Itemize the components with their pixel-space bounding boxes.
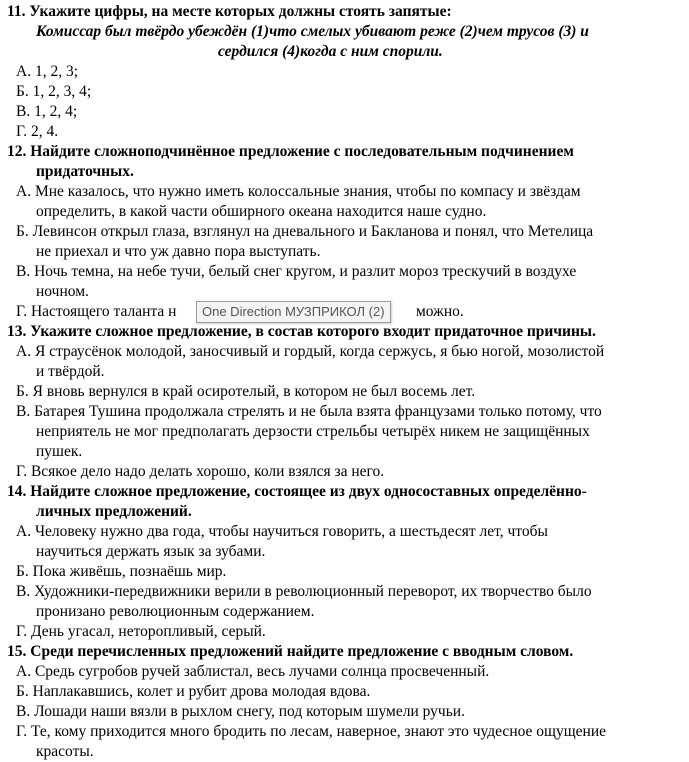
q12-option-c-line-1: В. Ночь темна, на небе тучи, белый снег кругом, и разлит мороз трескучий в воздухе xyxy=(16,263,577,280)
q13-option-b: Б. Я вновь вернулся в край осиротелый, в котором не был восемь лет. xyxy=(16,383,476,400)
q12-option-b-line-2: не приехал и что уж давно пора выступать. xyxy=(36,243,321,260)
q11-option-b: Б. 1, 2, 3, 4; xyxy=(16,83,92,100)
q15-option-b: Б. Наплакавшись, колет и рубит дрова молодая вдова. xyxy=(16,683,371,700)
q13-option-c-line-2: неприятель не мог предполагать дерзости стрельбы четырёх никем не защищённых xyxy=(36,423,590,440)
q14-title-line-2: личных предложений. xyxy=(36,503,192,520)
q13-option-c-line-3: пушек. xyxy=(36,443,83,460)
q12-title-line-2: придаточных. xyxy=(36,163,134,180)
q15-title: 15. Среди перечисленных предложений найдите предложение с вводным словом. xyxy=(7,643,574,660)
q14-option-d: Г. День угасал, неторопливый, серый. xyxy=(16,623,266,640)
q15-option-d-line-1: Г. Те, кому приходится много бродить по лесам, наверное, знают это чудесное ощущение xyxy=(16,723,607,740)
tooltip: One Direction МУЗПРИКОЛ (2) xyxy=(196,301,391,323)
q11-option-d: Г. 2, 4. xyxy=(16,123,59,140)
q11-title: 11. Укажите цифры, на месте которых должны стоять запятые: xyxy=(7,3,452,20)
q12-title-line-1: 12. Найдите сложноподчинённое предложение с последовательным подчинением xyxy=(7,143,574,160)
q11-option-a: А. 1, 2, 3; xyxy=(16,63,78,80)
q13-option-a-line-1: А. Я страусёнок молодой, заносчивый и гордый, когда сержусь, я бью ногой, мозолистой xyxy=(16,343,605,360)
q14-option-c-line-1: В. Художники-передвижники верили в революционный переворот, их творчество было xyxy=(16,583,592,600)
q12-option-a-line-2: определить, в какой части обширного океана находится наше судно. xyxy=(36,203,487,220)
q14-title-line-1: 14. Найдите сложное предложение, состоящее из двух односоставных определённо- xyxy=(7,483,587,500)
q12-option-a-line-1: А. Мне казалось, что нужно иметь колоссальные знания, чтобы по компасу и звёздам xyxy=(16,183,581,200)
q13-title: 13. Укажите сложное предложение, в состав которого входит придаточное причины. xyxy=(7,323,596,340)
q12-option-d-start: Г. Настоящего таланта н xyxy=(16,303,177,320)
q14-option-b: Б. Пока живёшь, познаёшь мир. xyxy=(16,563,227,580)
q13-option-a-line-2: и твёрдой. xyxy=(36,363,105,380)
q12-option-d-end: можно. xyxy=(416,303,464,320)
q13-option-d: Г. Всякое дело надо делать хорошо, коли взялся за него. xyxy=(16,463,385,480)
q12-option-b-line-1: Б. Левинсон открыл глаза, взглянул на дневального и Бакланова и понял, что Метелица xyxy=(16,223,594,240)
q14-option-a-line-1: А. Человеку нужно два года, чтобы научиться говорить, а шестьдесят лет, чтобы xyxy=(16,523,548,540)
q11-sentence-line-2: сердился (4)когда с ним спорили. xyxy=(218,43,443,60)
q14-option-a-line-2: научиться держать язык за зубами. xyxy=(36,543,266,560)
q11-sentence-line-1: Комиссар был твёрдо убеждён (1)что смелых убивают реже (2)чем трусов (3) и xyxy=(36,23,589,40)
q12-option-c-line-2: ночном. xyxy=(36,283,89,300)
q15-option-c: В. Лошади наши вязли в рыхлом снегу, под которым шумели ручьи. xyxy=(16,703,465,720)
q15-option-a: А. Средь сугробов ручей заблистал, весь лучами солнца просвеченный. xyxy=(16,663,490,680)
q13-option-c-line-1: В. Батарея Тушина продолжала стрелять и не была взята французами только потому, что xyxy=(16,403,602,420)
q15-option-d-line-2: красоты. xyxy=(36,743,94,760)
q14-option-c-line-2: пронизано революционным содержанием. xyxy=(36,603,315,620)
q11-option-c: В. 1, 2, 4; xyxy=(16,103,78,120)
